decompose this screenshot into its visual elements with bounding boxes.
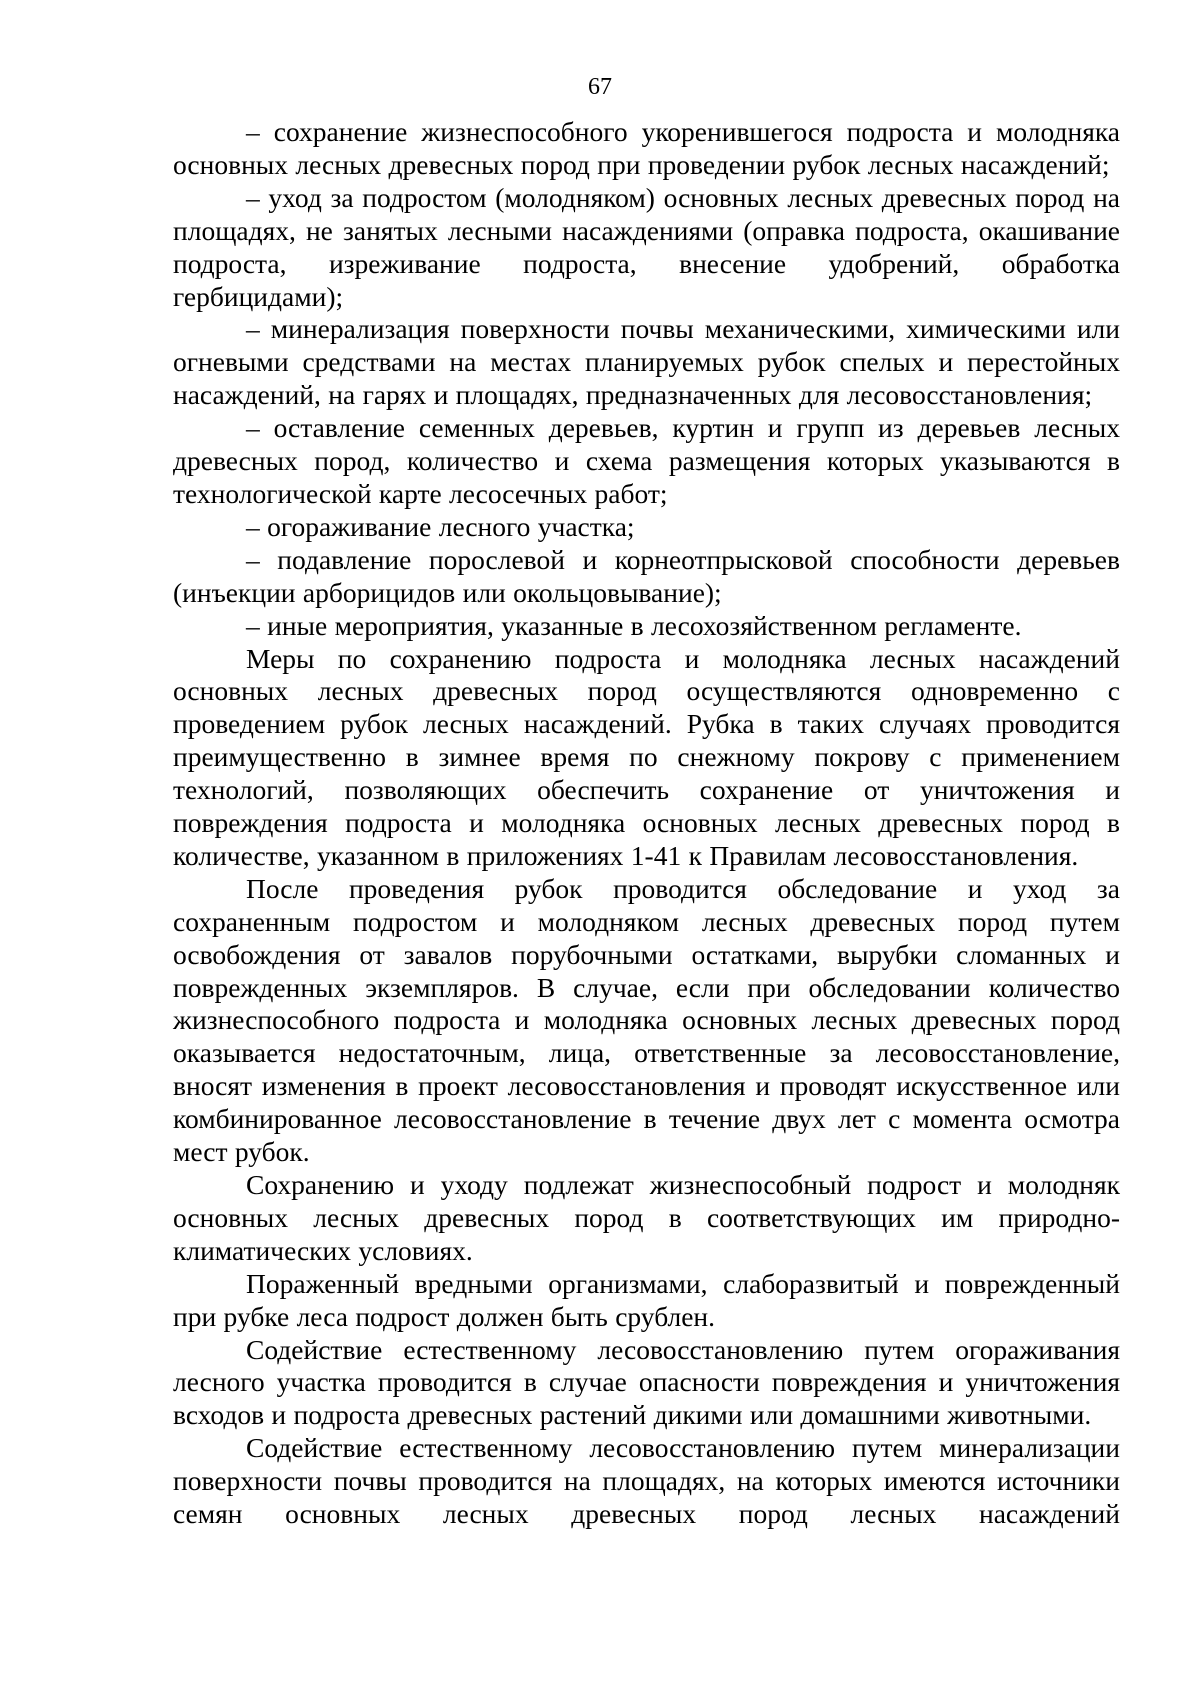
body-text bbox=[173, 116, 1120, 1531]
paragraph-mineralization-assistance: Содействие естественному лесовосстановлению путем минерализации поверхности почвы проводится на площадях, на которых имеются источники семян основных лесных древесных пород лесных насаждений bbox=[173, 1432, 1120, 1530]
list-item-preserve-undergrowth: – сохранение жизнеспособного укоренившегося подроста и молодняка основных лесных древесных пород при проведении рубок лесных насаждений; bbox=[173, 116, 1120, 180]
list-item-fencing: – огораживание лесного участка; bbox=[246, 510, 635, 542]
paragraph-fencing-assistance: Содействие естественному лесовосстановлению путем огораживания лесного участка проводится в случае опасности повреждения и уничтожения всходов и подроста древесных растений дикими или домашними животными. bbox=[173, 1333, 1120, 1431]
list-item-undergrowth-care: – уход за подростом (молодняком) основных лесных древесных пород на площадях, не занятых лесными насаждениями (оправка подроста, окашивание подроста, изреживание подроста, внесение удобрений, обработка гербицидами); bbox=[173, 181, 1120, 312]
list-item-seed-trees: – оставление семенных деревьев, куртин и групп из деревьев лесных древесных пород, количество и схема размещения которых указываются в технологической карте лесосечных работ; bbox=[173, 412, 1120, 509]
paragraph-after-felling: После проведения рубок проводится обследование и уход за сохраненным подростом и молодняком лесных древесных пород путем освобождения от завалов порубочными остатками, вырубки сломанных и поврежденных экземпляров. В случае, если при обследовании количество жизнеспособного подроста и молодняка основных лесных древесных пород оказывается недостаточным, лица, ответственные за лесовосстановление, вносят изменения в проект лесовосстановления и проводят искусственное или комбинированное лесовосстановление в течение двух лет с момента осмотра мест рубок. bbox=[173, 872, 1120, 1168]
list-item-soil-mineralization: – минерализация поверхности почвы механическими, химическими или огневыми средствами на местах планируемых рубок спелых и перестойных насаждений, на гарях и площадях, предназначенных для лесовосстановления; bbox=[173, 313, 1120, 411]
paragraph-damaged-undergrowth: Пораженный вредными организмами, слаборазвитый и поврежденный при рубке леса подрост должен быть срублен. bbox=[173, 1267, 1120, 1332]
paragraph-preservation-measures: Меры по сохранению подроста и молодняка лесных насаждений основных лесных древесных пород осуществляются одновременно с проведением рубок лесных насаждений. Рубка в таких случаях проводится преимущественно в зимнее время по снежному покрову с применением технологий, позволяющих обеспечить сохранение от уничтожения и повреждения подроста и молодняка основных лесных древесных пород в количестве, указанном в приложениях 1-41 к Правилам лесовосстановления. bbox=[173, 642, 1120, 871]
paragraph-care-subject: Сохранению и уходу подлежат жизнеспособный подрост и молодняк основных лесных древесных пород в соответствующих им природно-климатических условиях. bbox=[173, 1169, 1120, 1266]
list-item-other-measures: – иные мероприятия, указанные в лесохозяйственном регламенте. bbox=[246, 609, 1022, 641]
list-item-coppice-suppression: – подавление порослевой и корнеотпрысковой способности деревьев (инъекции арборицидов или окольцовывание); bbox=[173, 543, 1120, 608]
page-number: 67 bbox=[588, 74, 612, 100]
